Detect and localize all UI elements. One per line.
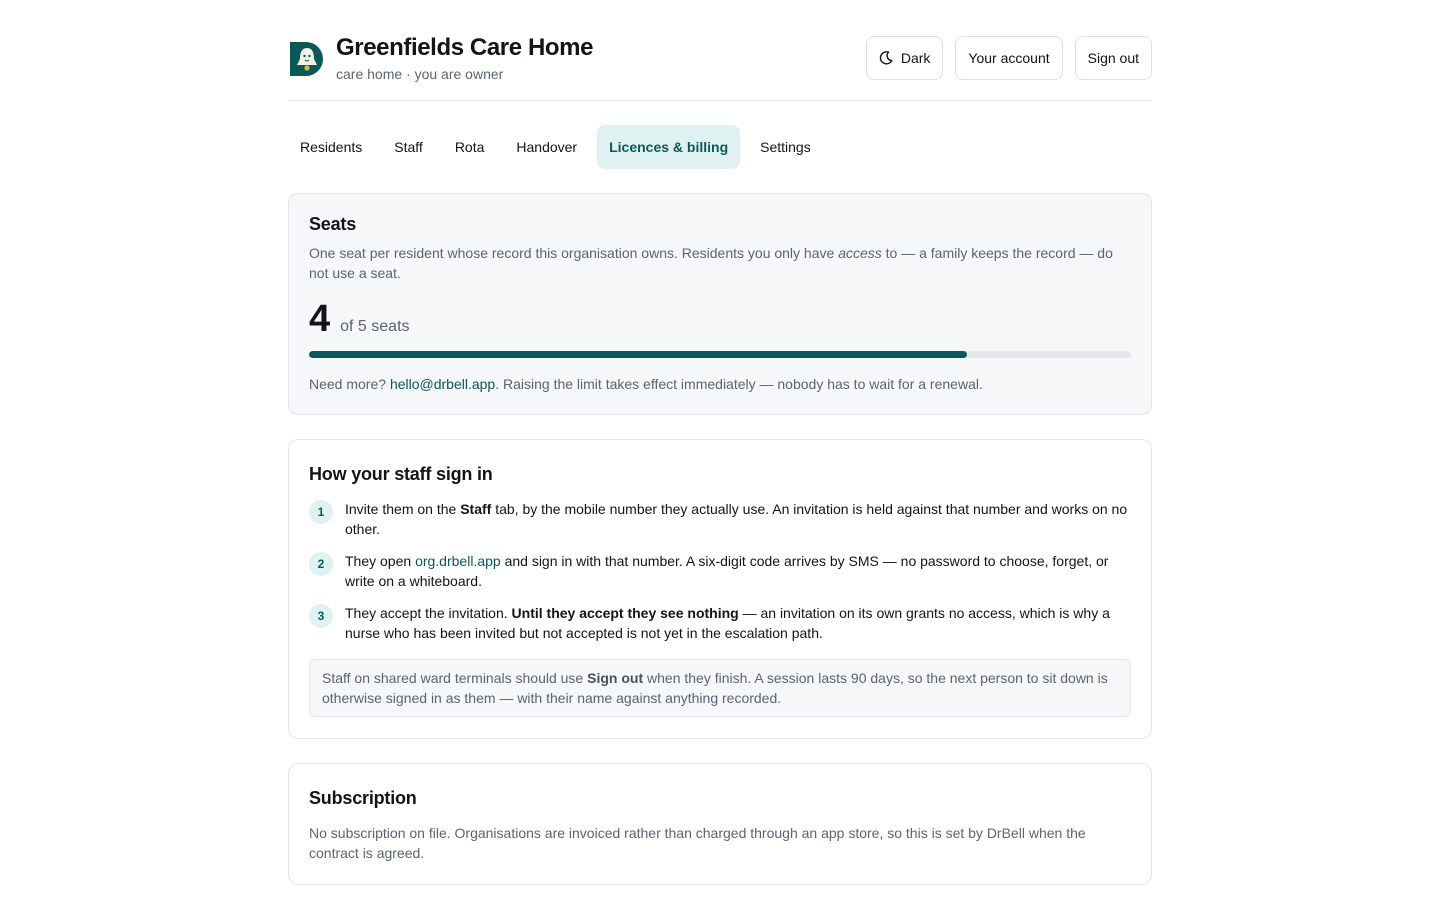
- tab-rota[interactable]: Rota: [454, 139, 485, 155]
- step-number: 1: [309, 500, 333, 524]
- seats-progress-bar: [309, 351, 1131, 358]
- staff-signin-card: [288, 439, 1152, 739]
- seats-total: of 5 seats: [340, 318, 410, 335]
- subscription-title: Subscription: [309, 788, 417, 808]
- seats-need-more: Need more? hello@drbell.app. Raising the limit takes effect immediately — nobody has to wait for a renewal.: [309, 376, 983, 392]
- seats-card: [288, 193, 1152, 415]
- moon-icon: [879, 51, 893, 65]
- tab-staff[interactable]: Staff: [394, 139, 423, 155]
- org-app-link[interactable]: org.drbell.app: [415, 553, 501, 569]
- dark-mode-button[interactable]: [866, 36, 944, 80]
- org-name: Greenfields Care Home: [336, 34, 594, 61]
- dark-mode-label: Dark: [900, 50, 931, 66]
- tab-settings[interactable]: Settings: [760, 139, 811, 155]
- step-number: 2: [309, 552, 333, 576]
- signin-step-2: 2 They open org.drbell.app and sign in with that number. A six-digit code arrives by SMS — no password to choose, forget, or write on a whiteboard.: [309, 551, 1131, 591]
- seats-progress-fill: [309, 351, 967, 358]
- tab-bar: [288, 125, 823, 169]
- tab-licences-billing[interactable]: Licences & billing: [597, 125, 740, 169]
- org-subtitle: care home · you are owner: [336, 66, 504, 82]
- tab-handover[interactable]: Handover: [516, 139, 578, 155]
- contact-email-link[interactable]: hello@drbell.app: [389, 376, 496, 392]
- app-header: [288, 0, 1152, 101]
- your-account-button[interactable]: Your account: [955, 36, 1062, 80]
- tab-residents[interactable]: Residents: [300, 139, 363, 155]
- shared-terminal-note: Staff on shared ward terminals should use Sign out when they finish. A session lasts 90 days, so the next person to sit down is otherwise signed in as them — with their name against anything recorded.: [309, 659, 1131, 717]
- seats-title: Seats: [309, 214, 357, 234]
- subscription-card: [288, 763, 1152, 885]
- seats-description: One seat per resident whose record this organisation owns. Residents you only have access to — a family keeps the record — do not use a seat.: [309, 245, 1113, 281]
- subscription-text: No subscription on file. Organisations are invoiced rather than charged through an app store, so this is set by DrBell when the contract is agreed.: [309, 825, 1086, 861]
- signin-step-1: 1 Invite them on the Staff tab, by the mobile number they actually use. An invitation is held against that number and works on no other.: [309, 499, 1131, 539]
- sign-out-button[interactable]: Sign out: [1075, 36, 1152, 80]
- signin-steps: [309, 499, 1131, 643]
- seat-count: [309, 299, 1131, 339]
- step-number: 3: [309, 604, 333, 628]
- seats-used: 4: [309, 298, 331, 340]
- staff-signin-title: How your staff sign in: [309, 464, 493, 484]
- signin-step-3: 3 They accept the invitation. Until they accept they see nothing — an invitation on its own grants no access, which is why a nurse who has been invited but not accepted is not yet in the escalation path.: [309, 603, 1131, 643]
- drbell-logo-icon: [290, 40, 324, 76]
